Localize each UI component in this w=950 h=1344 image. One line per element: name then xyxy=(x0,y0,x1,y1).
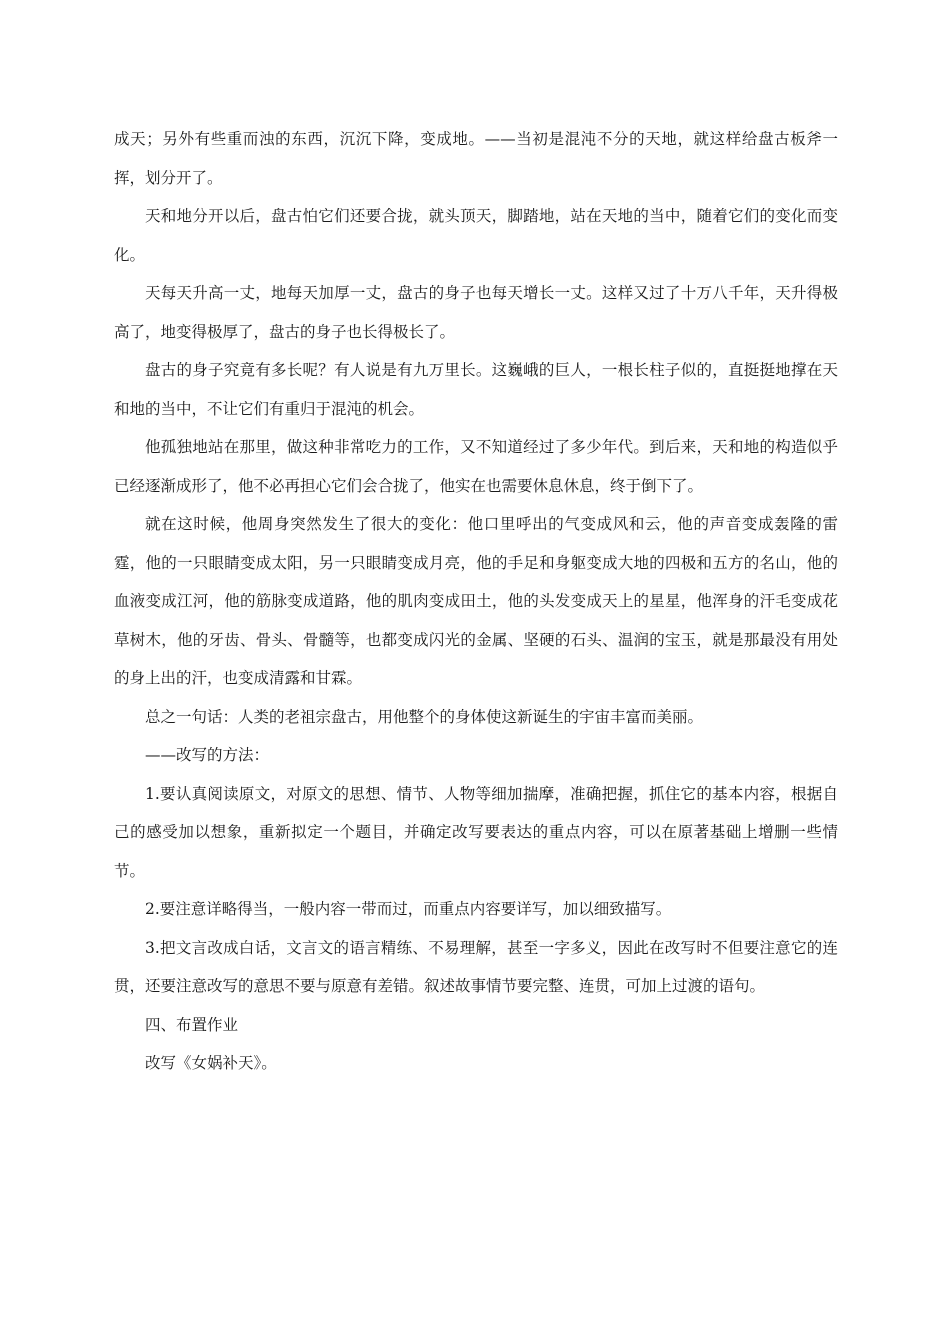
paragraph-1: 成天；另外有些重而浊的东西，沉沉下降，变成地。——当初是混沌不分的天地，就这样给盘古板斧一挥，划分开了。 xyxy=(114,130,838,187)
paragraph-3: 天每天升高一丈，地每天加厚一丈，盘古的身子也每天增长一丈。这样又过了十万八千年，天升得极高了，地变得极厚了，盘古的身子也长得极长了。 xyxy=(114,284,838,341)
method-heading: ——改写的方法： xyxy=(145,746,270,764)
paragraph-5: 他孤独地站在那里，做这种非常吃力的工作，又不知道经过了多少年代。到后来，天和地的构造似乎已经逐渐成形了，他不必再担心它们会合拢了，他实在也需要休息休息，终于倒下了。 xyxy=(114,438,838,495)
method-item-3: 3.把文言改成白话，文言文的语言精练、不易理解，甚至一字多义，因此在改写时不但要注意它的连贯，还要注意改写的意思不要与原意有差错。叙述故事情节要完整、连贯，可加上过渡的语句。 xyxy=(114,938,838,995)
document-body xyxy=(114,120,838,1083)
section-heading-homework: 四、布置作业 xyxy=(145,1015,239,1034)
paragraph-7: 总之一句话：人类的老祖宗盘古，用他整个的身体使这新诞生的宇宙丰富而美丽。 xyxy=(145,707,704,726)
method-item-1: 1.要认真阅读原文，对原文的思想、情节、人物等细加揣摩，准确把握，抓住它的基本内容，根据自己的感受加以想象，重新拟定一个题目，并确定改写要表达的重点内容，可以在原著基础上增删一些情节。 xyxy=(114,784,838,880)
paragraph-2: 天和地分开以后，盘古怕它们还要合拢，就头顶天，脚踏地，站在天地的当中，随着它们的变化而变化。 xyxy=(114,207,838,264)
paragraph-6: 就在这时候，他周身突然发生了很大的变化：他口里呼出的气变成风和云，他的声音变成轰隆的雷霆，他的一只眼睛变成太阳，另一只眼睛变成月亮，他的手足和身躯变成大地的四极和五方的名山，他的血液变成江河，他的筋脉变成道路，他的肌肉变成田土，他的头发变成天上的星星，他浑身的汗毛变成花草树木，他的牙齿、骨头、骨髓等，也都变成闪光的金属、坚硬的石头、温润的宝玉，就是那最没有用处的身上出的汗，也变成清露和甘霖。 xyxy=(114,515,838,687)
homework-task: 改写《女娲补天》。 xyxy=(145,1054,277,1072)
method-item-2: 2.要注意详略得当，一般内容一带而过，而重点内容要详写，加以细致描写。 xyxy=(145,900,672,918)
paragraph-4: 盘古的身子究竟有多长呢？有人说是有九万里长。这巍峨的巨人，一根长柱子似的，直挺挺地撑在天和地的当中，不让它们有重归于混沌的机会。 xyxy=(114,361,838,418)
